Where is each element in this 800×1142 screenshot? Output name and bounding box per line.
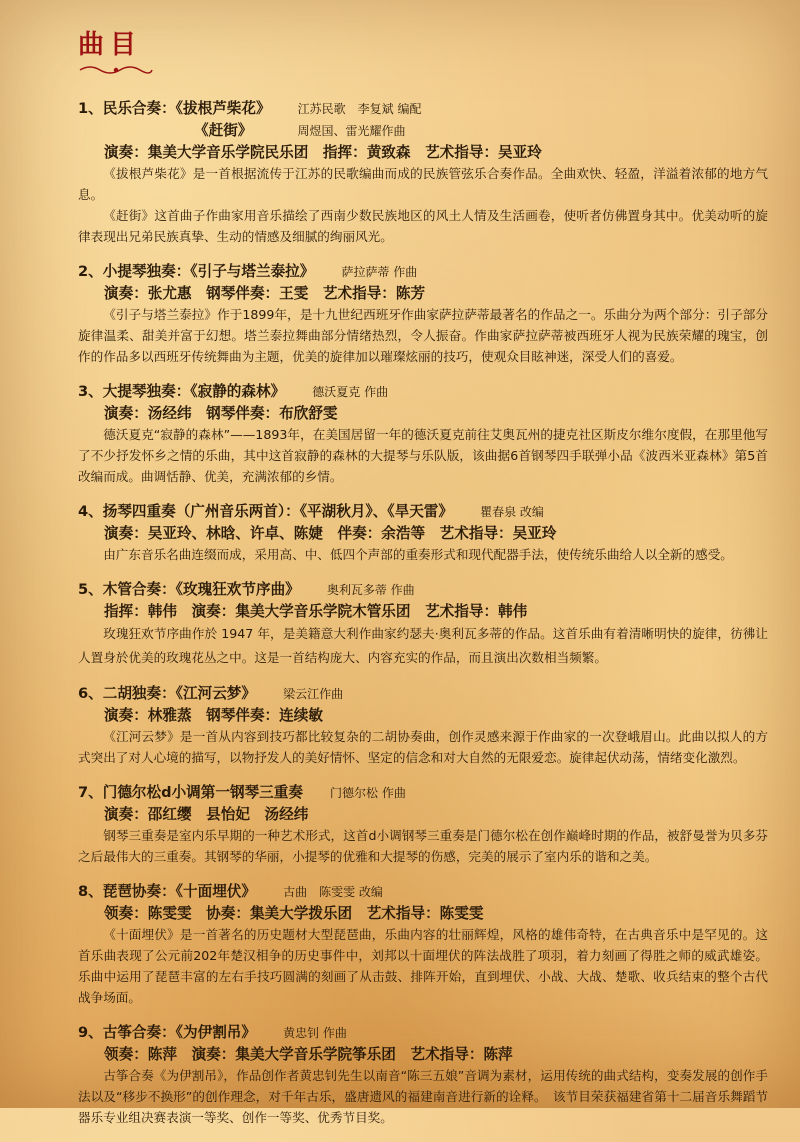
item-performers: 指挥：韩伟 演奏：集美大学音乐学院木管乐团 艺术指导：韩伟 [104, 603, 528, 620]
item-title-line [78, 683, 768, 705]
item-composer: 瞿春泉 改编 [480, 505, 544, 519]
item-title: 4、扬琴四重奏（广州音乐两首）：《平湖秋月》、《旱天雷》 [78, 503, 453, 520]
item-description: 玫瑰狂欢节序曲作於 1947 年，是美籍意大利作曲家约瑟夫·奥利瓦多蒂的作品。这首乐曲有着清晰明快的旋律，彷彿让人置身於优美的玫瑰花丛之中。这是一首结构庞大、内容充实的作品，而且演出次数相当频繁。 [78, 626, 768, 665]
program-list [78, 98, 768, 1142]
item-description: 德沃夏克“寂静的森林”——1893年，在美国居留一年的德沃夏克前往艾奥瓦州的捷克社区斯皮尔维尔度假，在那里他写了不少抒发怀乡之情的乐曲，其中这首寂静的森林的大提琴与乐队版，该曲据6首钢琴四手联弹小品《波西米亚森林》第5首改编而成。曲调恬静、优美，充满浓郁的乡情。 [78, 427, 768, 484]
item-composer: 黄忠钊 作曲 [283, 1026, 347, 1040]
program-item [78, 881, 768, 1008]
item-subtitle-composer: 周煜国、雷光耀作曲 [297, 124, 406, 138]
program-item [78, 1022, 768, 1128]
item-description: 由广东音乐名曲连缀而成，采用高、中、低四个声部的重奏形式和现代配器手法，使传统乐曲给人以全新的感受。 [103, 547, 733, 562]
item-subtitle: 《赶街》 [194, 122, 253, 139]
item-title: 7、门德尔松d小调第一钢琴三重奏 [78, 784, 303, 801]
item-title-line [78, 881, 768, 903]
item-subtitle-line [78, 120, 768, 142]
item-composer: 奥利瓦多蒂 作曲 [326, 583, 415, 597]
item-performers: 演奏：汤经纬 钢琴伴奏：布欣舒雯 [104, 405, 338, 422]
item-composer: 门德尔松 作曲 [330, 786, 406, 800]
page-heading [78, 30, 168, 84]
item-title-line [78, 501, 768, 523]
item-title: 9、古筝合奏：《为伊割吊》 [78, 1024, 256, 1041]
item-performers: 演奏：张尤惠 钢琴伴奏：王雯 艺术指导：陈芳 [104, 285, 426, 302]
program-item [78, 381, 768, 487]
item-title: 1、民乐合奏：《拔根芦柴花》 [78, 100, 271, 117]
item-description: 《引子与塔兰泰拉》作于1899年，是十九世纪西班牙作曲家萨拉萨蒂最著名的作品之一。乐曲分为两个部分：引子部分旋律温柔、甜美并富于幻想。塔兰泰拉舞曲部分情绪热烈，令人振奋。作曲家萨拉萨蒂被西班牙人视为民族荣耀的瑰宝，创作的作品多以西班牙传统舞曲为主题，优美的旋律加以璀璨炫丽的技巧，使观众目眩神迷，深受人们的喜爱。 [78, 307, 768, 364]
item-title: 2、小提琴独奏：《引子与塔兰泰拉》 [78, 263, 315, 280]
item-title: 3、大提琴独奏：《寂静的森林》 [78, 383, 286, 400]
item-composer: 萨拉萨蒂 作曲 [341, 265, 418, 279]
item-performers: 演奏：林雅蒸 钢琴伴奏：连续敏 [104, 707, 323, 724]
item-composer: 古曲 陈雯雯 改编 [283, 885, 383, 899]
program-item [78, 579, 768, 669]
item-title: 8、琵琶协奏：《十面埋伏》 [78, 883, 256, 900]
item-performers: 演奏：吴亚玲、林晗、许卓、陈婕 伴奏：余浩等 艺术指导：吴亚玲 [104, 525, 557, 542]
program-item [78, 98, 768, 247]
item-title-line [78, 381, 768, 403]
item-performers: 演奏：邵红缨 县怡妃 汤经纬 [104, 806, 309, 823]
item-description: 《拔根芦柴花》是一首根据流传于江苏的民歌编曲而成的民族管弦乐合奏作品。全曲欢快、轻盈，洋溢着浓郁的地方气息。 [78, 166, 768, 202]
item-description: 古筝合奏《为伊割吊》，作品创作者黄忠钊先生以南音“陈三五娘”音调为素材，运用传统的曲式结构，变奏发展的创作手法以及“移步不换形”的创作理念，对千年古乐，盛唐遗风的福建南音进行新的诠释。 该节目荣获福建省第十二届音乐舞蹈节器乐专业组决赛表演一等奖、创作一等奖、优秀节目奖。 [78, 1068, 768, 1125]
item-title: 6、二胡独奏：《江河云梦》 [78, 685, 256, 702]
item-title-line [78, 98, 768, 120]
program-item [78, 782, 768, 867]
item-composer: 江苏民歌 李复斌 编配 [297, 102, 422, 116]
item-title-line [78, 579, 768, 601]
item-description: 《十面埋伏》是一首著名的历史题材大型琵琶曲，乐曲内容的壮丽辉煌，风格的雄伟奇特，在古典音乐中是罕见的。这首乐曲表现了公元前202年楚汉相争的历史事件中，刘邦以十面埋伏的阵法战胜了项羽，着力刻画了得胜之师的威武雄姿。乐曲中运用了琵琶丰富的左右手技巧圆满的刻画了从击鼓、排阵开始，直到埋伏、小战、大战、楚歌、收兵结束的整个古代战争场面。 [78, 927, 768, 1005]
item-description: 《江河云梦》是一首从内容到技巧都比较复杂的二胡协奏曲，创作灵感来源于作曲家的一次登峨眉山。此曲以拟人的方式突出了对人心境的描写，以物抒发人的美好情怀、坚定的信念和对大自然的无限爱恋。旋律起伏动荡，情绪变化激烈。 [78, 729, 768, 765]
program-item [78, 501, 768, 565]
item-description: 钢琴三重奏是室内乐早期的一种艺术形式，这首d小调钢琴三重奏是门德尔松在创作巅峰时期的作品，被舒曼誉为贝多芬之后最伟大的三重奏。其钢琴的华丽，小提琴的优雅和大提琴的伤感，完美的展示了室内乐的谐和之美。 [78, 828, 768, 864]
item-performers: 领奏：陈萍 演奏：集美大学音乐学院筝乐团 艺术指导：陈萍 [104, 1046, 513, 1063]
item-title: 5、木管合奏：《玫瑰狂欢节序曲》 [78, 581, 300, 598]
item-composer: 德沃夏克 作曲 [312, 385, 389, 399]
heading-title: 曲目 [78, 30, 143, 60]
item-performers: 领奏：陈雯雯 协奏：集美大学拨乐团 艺术指导：陈雯雯 [104, 905, 484, 922]
item-composer: 梁云江作曲 [283, 687, 344, 701]
item-title-line [78, 1022, 768, 1044]
heading-ornament-icon [78, 64, 154, 76]
item-performers: 演奏：集美大学音乐学院民乐团 指挥：黄致森 艺术指导：吴亚玲 [104, 144, 542, 161]
item-title-line [78, 782, 768, 804]
program-item [78, 683, 768, 768]
program-item [78, 261, 768, 367]
item-title-line [78, 261, 768, 283]
item-description-2: 《赶街》这首曲子作曲家用音乐描绘了西南少数民族地区的风土人情及生活画卷，使听者仿佛置身其中。优美动听的旋律表现出兄弟民族真挚、生动的情感及细腻的绚丽风光。 [78, 208, 768, 244]
